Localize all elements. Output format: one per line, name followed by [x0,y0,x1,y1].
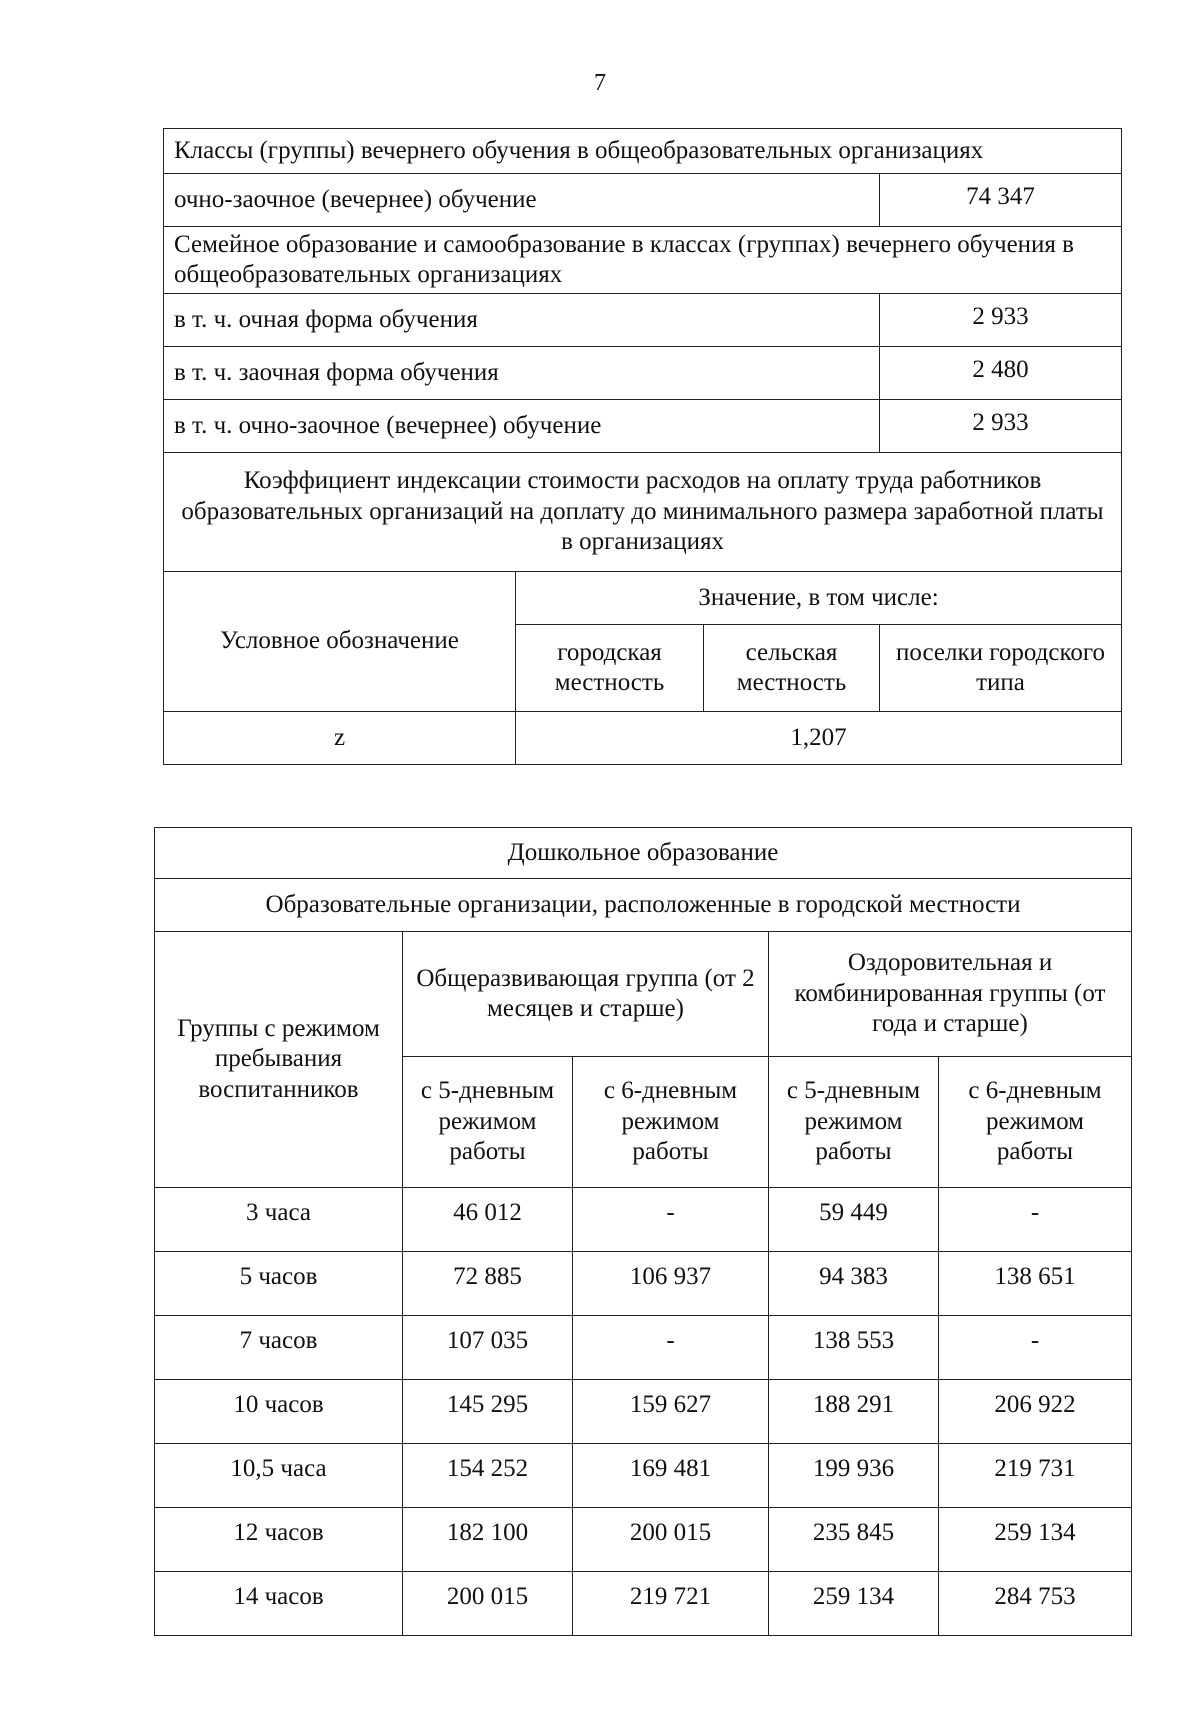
cell-value: 138 553 [769,1316,939,1380]
health-group-header: Оздоровительная и комбинированная группы (от года и старше) [769,932,1132,1057]
family-row-label: в т. ч. заочная форма обучения [164,347,880,400]
evening-row-label: очно-заочное (вечернее) обучение [164,174,880,227]
six-day-subheader: с 6-дневным режимом работы [939,1057,1132,1188]
family-education-header: Семейное образование и самообразование в классах (группах) вечернего обучения в общеобразовательных организациях [164,227,1122,294]
cell-value: 188 291 [769,1380,939,1444]
cell-value: 235 845 [769,1508,939,1572]
family-row-value: 2 933 [880,294,1122,347]
cell-value: 138 651 [939,1252,1132,1316]
cell-value: 259 134 [939,1508,1132,1572]
evening-classes-header: Классы (группы) вечернего обучения в общеобразовательных организациях [164,129,1122,174]
family-row-value: 2 480 [880,347,1122,400]
cell-value: 182 100 [403,1508,573,1572]
table-row [155,1508,1132,1572]
family-row-value: 2 933 [880,400,1122,453]
cell-value: 206 922 [939,1380,1132,1444]
cell-value: - [573,1188,769,1252]
row-label: 10,5 часа [155,1444,403,1508]
table-row [155,1316,1132,1380]
symbol-cell: z [164,712,516,765]
cell-value: 199 936 [769,1444,939,1508]
preschool-subtitle: Образовательные организации, расположенные в городской местности [155,879,1132,932]
settlement-subheader: поселки городского типа [880,625,1122,712]
cell-value: - [939,1316,1132,1380]
page-number: 7 [594,70,606,96]
cell-value: 154 252 [403,1444,573,1508]
cell-value: 145 295 [403,1380,573,1444]
cell-value: 106 937 [573,1252,769,1316]
family-row-label: в т. ч. очно-заочное (вечернее) обучение [164,400,880,453]
cell-value: 72 885 [403,1252,573,1316]
preschool-education-table [154,827,1132,1636]
cell-value: 219 731 [939,1444,1132,1508]
five-day-subheader: с 5-дневным режимом работы [403,1057,573,1188]
table-row [155,1572,1132,1636]
value-header: Значение, в том числе: [516,572,1122,625]
table-row [155,1188,1132,1252]
family-row-label: в т. ч. очная форма обучения [164,294,880,347]
value-cell: 1,207 [516,712,1122,765]
row-label: 10 часов [155,1380,403,1444]
row-label: 14 часов [155,1572,403,1636]
preschool-title: Дошкольное образование [155,828,1132,879]
row-label: 12 часов [155,1508,403,1572]
row-label: 3 часа [155,1188,403,1252]
row-label: 5 часов [155,1252,403,1316]
urban-subheader: городская местность [516,625,704,712]
cell-value: 259 134 [769,1572,939,1636]
cell-value: - [573,1316,769,1380]
cell-value: 107 035 [403,1316,573,1380]
group-mode-header: Группы с режимом пребывания воспитанников [155,932,403,1188]
six-day-subheader: с 6-дневным режимом работы [573,1057,769,1188]
cell-value: 284 753 [939,1572,1132,1636]
row-label: 7 часов [155,1316,403,1380]
rural-subheader: сельская местность [704,625,880,712]
table-row [155,1252,1132,1316]
cell-value: 59 449 [769,1188,939,1252]
cell-value: 159 627 [573,1380,769,1444]
cell-value: 94 383 [769,1252,939,1316]
coefficient-header: Коэффициент индексации стоимости расходов на оплату труда работников образовательных организаций на доплату до минимального размера заработной платы в организациях [164,453,1122,572]
table-row [155,1444,1132,1508]
cell-value: 219 721 [573,1572,769,1636]
table-row [155,1380,1132,1444]
evening-education-table [163,128,1122,765]
cell-value: 200 015 [573,1508,769,1572]
evening-row-value: 74 347 [880,174,1122,227]
five-day-subheader: с 5-дневным режимом работы [769,1057,939,1188]
cell-value: - [939,1188,1132,1252]
cell-value: 200 015 [403,1572,573,1636]
symbol-header: Условное обозначение [164,572,516,712]
cell-value: 169 481 [573,1444,769,1508]
cell-value: 46 012 [403,1188,573,1252]
general-group-header: Общеразвивающая группа (от 2 месяцев и старше) [403,932,769,1057]
